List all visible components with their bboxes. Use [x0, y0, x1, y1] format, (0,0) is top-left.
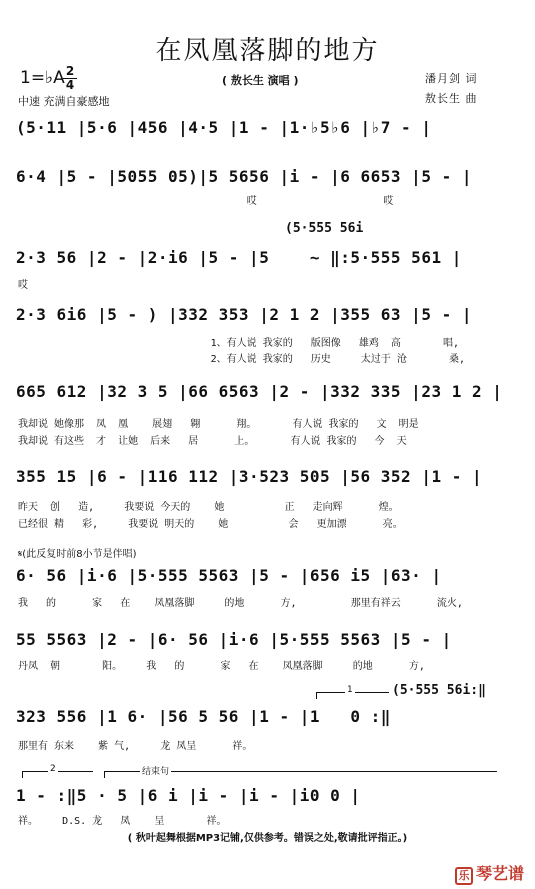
score-line-7: 6· 56 |i·6 |5·555 5563 |5 - |656 i5 |63· | [16, 566, 442, 585]
lyric-line-8: 丹凤 朝 阳。 我 的 家 在 凤凰落脚 的地 方, [18, 661, 425, 672]
time-signature [63, 66, 77, 91]
meter-bottom: 4 [65, 78, 75, 92]
song-title: 在凤凰落脚的地方 [155, 36, 380, 66]
meter-top: 2 [65, 64, 75, 78]
logo-text: 琴艺谱 [476, 864, 525, 883]
score-line-3: 2·3 56 |2 - |2·i6 |5 - |5 ~ ‖:5·555 561 | [16, 248, 462, 267]
lyric-line-7: 我 的 家 在 凤凰落脚 的地 方, 那里有祥云 流火, [18, 598, 463, 609]
repeat-return-notes: (5·555 56i:‖ [392, 683, 486, 698]
singer-credit: ( 敖长生 演唱 ) [222, 74, 299, 87]
transcription-footnote: ( 秋叶起舞根据MP3记铺,仅供参考。错误之处,敬请批评指正。) [127, 833, 408, 844]
ending-phrase-label: 结束句 [140, 764, 171, 777]
score-line-2: 6·4 |5 - |5055 05)|5 5656 |i - |6 6653 |5 - | [16, 167, 472, 186]
lyric-line-6-verse-2: 已经很 精 彩, 我要说 明天的 她 会 更加漂 亮。 [18, 519, 403, 530]
second-ending-label: 2 [50, 764, 56, 774]
lyric-line-2: 哎 哎 [18, 196, 394, 207]
lyric-line-5-verse-1: 我却说 她像那 凤 凰 展翅 翱 翔。 有人说 我家的 文 明是 [18, 419, 419, 430]
lyric-line-10: 祥。 D.S. 龙 凤 呈 祥。 [18, 816, 227, 827]
lyric-line-5-verse-2: 我却说 有这些 才 让她 后来 居 上。 有人说 我家的 今 天 [18, 436, 407, 447]
lyric-line-6-verse-1: 昨天 创 造, 我要说 今天的 她 正 走向辉 煌。 [18, 502, 399, 513]
repeat-lead-in-notes: (5·555 56i [285, 221, 364, 236]
lyric-line-3: 哎 [18, 280, 28, 291]
score-line-9: 323 556 |1 6· |56 5 56 |1 - |1 0 :‖ [16, 707, 391, 726]
lyric-line-9: 那里有 东来 紫 气, 龙 凤呈 祥。 [18, 741, 253, 752]
score-line-8: 55 5563 |2 - |6· 56 |i·6 |5·555 5563 |5 - | [16, 630, 452, 649]
composer-credit: 敖长生 曲 [425, 92, 478, 105]
score-line-10: 1 - :‖5 · 5 |6 i |i - |i - |i0 0 | [16, 786, 361, 805]
tempo-marking: 中速 充满自豪感地 [18, 95, 110, 108]
score-line-5: 665 612 |32 3 5 |66 6563 |2 - |332 335 |23 1 2 | [16, 382, 503, 401]
logo-mark-icon: 乐 [455, 867, 473, 885]
site-logo [455, 861, 524, 885]
segno-remark: 𝄋(此反复时前8小节是伴唱) [18, 549, 137, 560]
key-signature: 1=♭A [20, 68, 65, 88]
first-ending-label: 1 [347, 685, 353, 695]
score-line-4: 2·3 6i6 |5 - ) |332 353 |2 1 2 |355 63 |5 - | [16, 305, 472, 324]
lyric-line-4-verse-1: 1、有人说 我家的 版图像 雄鸡 高 唱, [18, 338, 460, 349]
lyric-line-4-verse-2: 2、有人说 我家的 历史 太过于 沧 桑, [18, 354, 466, 365]
lyricist-credit: 潘月剑 词 [425, 72, 478, 85]
score-line-1: (5·11 |5·6 |456 |4·5 |1 - |1·♭5♭6 |♭7 - | [16, 118, 432, 137]
score-line-6: 355 15 |6 - |116 112 |3·523 505 |56 352 |1 - | [16, 467, 483, 486]
